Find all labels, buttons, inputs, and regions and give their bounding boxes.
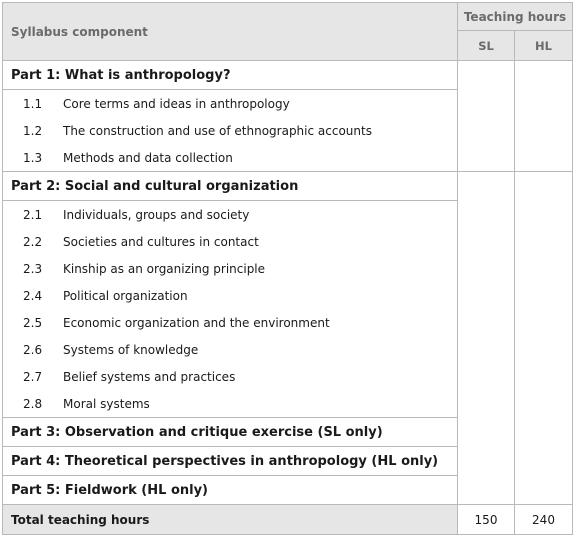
section-label: Individuals, groups and society bbox=[63, 207, 250, 222]
total-row bbox=[3, 505, 573, 535]
section-number: 2.8 bbox=[23, 396, 43, 411]
section-label: Political organization bbox=[63, 288, 188, 303]
section-number: 1.3 bbox=[23, 150, 43, 165]
section-number: 2.6 bbox=[23, 342, 43, 357]
sl-header: SL bbox=[458, 31, 515, 61]
total-label: Total teaching hours bbox=[3, 505, 458, 535]
part-row bbox=[3, 172, 573, 201]
section-label: Economic organization and the environment bbox=[63, 315, 330, 330]
section-number: 2.1 bbox=[23, 207, 43, 222]
total-sl-value: 150 bbox=[458, 505, 515, 535]
syllabus-table bbox=[2, 2, 573, 535]
section-number: 2.7 bbox=[23, 369, 43, 384]
syllabus-component-header: Syllabus component bbox=[3, 3, 458, 61]
hl-header: HL bbox=[515, 31, 573, 61]
section-number: 1.1 bbox=[23, 96, 43, 111]
hl-hours-cell bbox=[515, 172, 573, 505]
section-number: 2.2 bbox=[23, 234, 43, 249]
header-row-top bbox=[3, 3, 573, 31]
section-label: Belief systems and practices bbox=[63, 369, 236, 384]
part-row bbox=[3, 61, 573, 90]
section-label: Systems of knowledge bbox=[63, 342, 199, 357]
part-title: Part 2: Social and cultural organization bbox=[3, 172, 458, 201]
section-number: 1.2 bbox=[23, 123, 43, 138]
teaching-hours-header: Teaching hours bbox=[458, 3, 573, 31]
sl-hours-cell bbox=[458, 61, 515, 172]
part-title: Part 5: Fieldwork (HL only) bbox=[3, 476, 458, 505]
section-label: Moral systems bbox=[63, 396, 150, 411]
section-label: Societies and cultures in contact bbox=[63, 234, 259, 249]
hl-hours-cell bbox=[515, 61, 573, 172]
part-title: Part 3: Observation and critique exercise (SL only) bbox=[3, 418, 458, 447]
section-number: 2.4 bbox=[23, 288, 43, 303]
part-title: Part 1: What is anthropology? bbox=[3, 61, 458, 90]
section-label: The construction and use of ethnographic accounts bbox=[63, 123, 372, 138]
total-hl-value: 240 bbox=[515, 505, 573, 535]
section-number: 2.5 bbox=[23, 315, 43, 330]
section-label: Methods and data collection bbox=[63, 150, 233, 165]
section-label: Kinship as an organizing principle bbox=[63, 261, 266, 276]
sl-hours-cell bbox=[458, 172, 515, 505]
section-number: 2.3 bbox=[23, 261, 43, 276]
section-label: Core terms and ideas in anthropology bbox=[63, 96, 290, 111]
part-title: Part 4: Theoretical perspectives in anthropology (HL only) bbox=[3, 447, 458, 476]
